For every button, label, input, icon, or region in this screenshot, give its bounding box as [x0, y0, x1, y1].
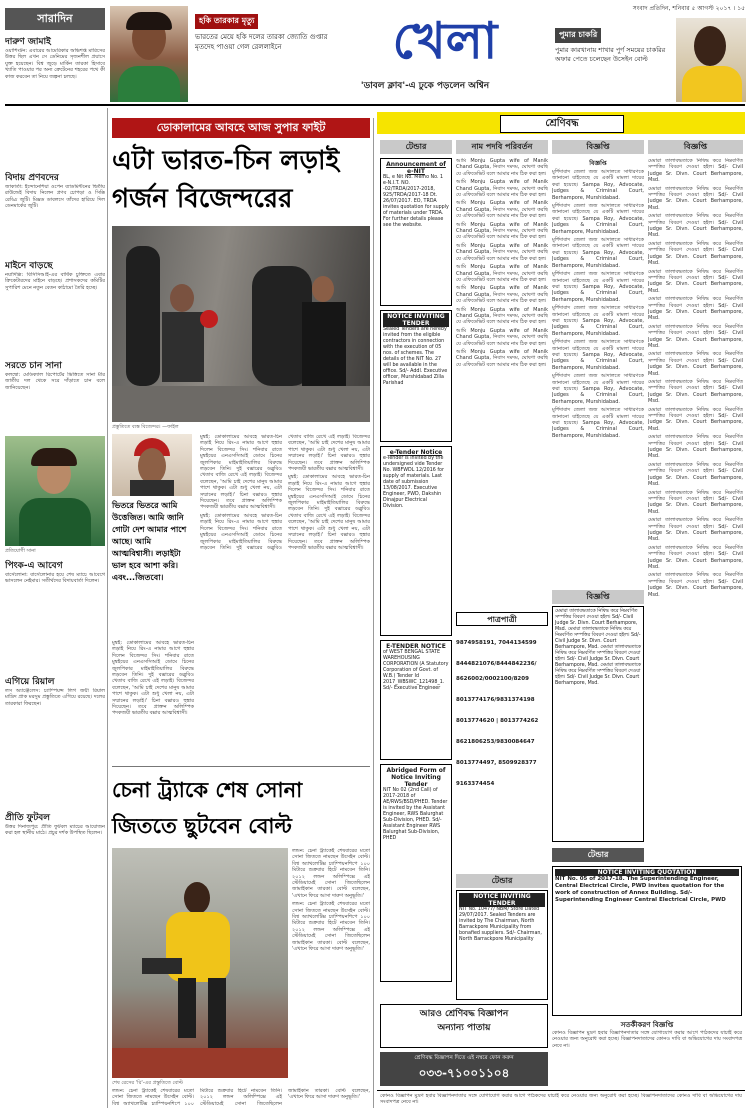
classifieds-promo[interactable] [380, 1004, 548, 1048]
ad-body: মেমারা তালাবদ্ধতাকে নিষিদ্ধ করে নিম্নবর্ণিত সম্পত্তির বিবরণ দেওয়া হইল। Sd/- Civil Judge Sr. Divn. Court Berhampore, Msd. মেমারা তালাবদ্ধতাকে নিষিদ্ধ করে নিম্নবর্ণিত সম্পত্তির বিবরণ দেওয়া হইল। Sd/- Civil Judge Sr. Divn. Court Berhampore, Msd. মেমারা তালাবদ্ধতাকে নিষিদ্ধ করে নিম্নবর্ণিত সম্পত্তির বিবরণ দেওয়া হইল। Sd/- Civil Judge Sr. Divn. Court Berhampore, Msd. মেমারা তালাবদ্ধতাকে নিষিদ্ধ করে নিম্নবর্ণিত সম্পত্তির বিবরণ দেওয়া হইল। Sd/- Civil Judge Sr. Divn. Court Berhampore, Msd. [555, 609, 642, 686]
ad-etender[interactable] [380, 446, 452, 636]
sana-photo [5, 436, 105, 546]
sidebar-item-text: উত্তর দিনাজপুর: প্রীতি ফুটবল ম্যাচের আয়োজন করা হল স্থানীয় মাঠে। প্রচুর দর্শক উপস্থিত ছিলেন। [5, 824, 105, 837]
story-kicker: ডোকালামের আবহে আজ সুপার ফাইট [112, 118, 370, 138]
ad-body: NIT No 02 (2nd Call) of 2017-2018 of AE/RWS/BSD/PHED. Tender is invited by the Assistant Engineer, RWS Balurghat Sub-Division, PHED. Sd/- Assistant Engineer RWS Balurghat Sub-Division, PHED [383, 788, 448, 841]
main-divider [373, 118, 374, 1108]
sub-head-tender-3: টেন্ডার [552, 848, 644, 862]
ad-body: NIT No. 05 of 2017-18. The Superintending Engineer, Central Electrical Circle, PWD invites quotation for the work of construction of Annex Building. Sd/- Superintending Engineer Central Electrical Circle, PWD [555, 876, 726, 903]
warning-title: সতর্কীকরণ বিজ্ঞপ্তি [620, 1021, 674, 1029]
teaser-right[interactable] [555, 22, 673, 64]
sidebar-item-title: বিদায় প্রণবদের [5, 173, 59, 183]
ad-body: মুর্শিদাবাদ জেলা জজ আদালতে সাধারণকে জানানো যাইতেছে যে একটি মামলা দায়ের করা হয়েছে। Sampa Roy, Advocate, Judges & Criminal Court, Berhampore, Murshidabad. মুর্শিদাবাদ জেলা জজ আদালতে সাধারণকে জানানো যাইতেছে যে একটি মামলা দায়ের করা হয়েছে। Sampa Roy, Advocate, Judges & Criminal Court, Berhampore, Murshidabad. মুর্শিদাবাদ জেলা জজ আদালতে সাধারণকে জানানো যাইতেছে যে একটি মামলা দায়ের করা হয়েছে। Sampa Roy, Advocate, Judges & Criminal Court, Berhampore, Murshidabad. মুর্শিদাবাদ জেলা জজ আদালতে সাধারণকে জানানো যাইতেছে যে একটি মামলা দায়ের করা হয়েছে। Sampa Roy, Advocate, Judges & Criminal Court, Berhampore, Murshidabad. মুর্শিদাবাদ জেলা জজ আদালতে সাধারণকে জানানো যাইতেছে যে একটি মামলা দায়ের করা হয়েছে। Sampa Roy, Advocate, Judges & Criminal Court, Berhampore, Murshidabad. মুর্শিদাবাদ জেলা জজ আদালতে সাধারণকে জানানো যাইতেছে যে একটি মামলা দায়ের করা হয়েছে। Sampa Roy, Advocate, Judges & Criminal Court, Berhampore, Murshidabad. মুর্শিদাবাদ জেলা জজ আদালতে সাধারণকে জানানো যাইতেছে যে একটি মামলা দায়ের করা হয়েছে। Sampa Roy, Advocate, Judges & Criminal Court, Berhampore, Murshidabad. মুর্শিদাবাদ জেলা জজ আদালতে সাধারণকে জানানো যাইতেছে যে একটি মামলা দায়ের করা হয়েছে। Sampa Roy, Advocate, Judges & Criminal Court, Berhampore, Murshidabad. [552, 169, 644, 439]
contact-label: শ্রেণিবদ্ধ বিজ্ঞাপন দিতে এই নম্বরে ফোন করুন [414, 1055, 514, 1061]
sidebar-item-text: লস অ্যাঞ্জেলেস: চ্যাম্পিয়ন্স লিগ জয়ী রিয়াল মাদ্রিদ প্রাক মরসুম প্রস্তুতিতে এগিয়ে রয়েছে। দলের তারকারা ফিরছেন। [5, 688, 105, 707]
story-body-left: মুম্বই: ডোকালামের আবহে ভারত-চিন লড়াই নিয়ে রিং-এ নামার আগে হুঙ্কার দিলেন বিজেন্দর সিং। শনিবার রাতে মুম্বইয়ের এনএসসিআই ডোমে চিনের জুলপিকার মাইমাইতিয়ালির বিরুদ্ধে লড়বেন তিনি। দুই বক্সারের ডব্লুবিও খেতাব বাজি রেখে এই লড়াই। বিজেন্দর বলেছেন, 'আমি চাই দেশের মানুষ আমার পাশে থাকুক। এটা শুধু খেলা নয়, এটা সম্মানের লড়াই।' চিনা বক্সারও হুঙ্কার দিয়েছেন। তবে প্রাক্তন অলিম্পিক পদকজয়ী ভারতীয় বক্সার আত্মবিশ্বাসী। [112, 640, 194, 717]
pullquote: ভিতরে ভিতরে আমি উত্তেজিত। আমি জানি গোটা দেশ আমার পাশে আছে। আমি আত্মবিশ্বাসী। লড়াইটা ভাল হবে আশা করি। এবং...জিতবো। [112, 501, 187, 582]
sidebar-item-title: দারুণ জামাই [5, 37, 51, 47]
bolt-headline [112, 772, 370, 844]
ad-title: বিজ্ঞপ্তি [589, 160, 607, 167]
headline-line-1: এটা ভারত-চিন লড়াই [112, 146, 340, 176]
matrimony-phone: 8013774620 | 8013774262 [456, 718, 539, 724]
bottom-warning-line: কোনও বিজ্ঞাপন মুদ্রণ হবার বিজ্ঞাপনদাতার সঙ্গে যোগাযোগ করার আগে পাঠকদের যাচাই করে নেওয়ার জন্য অনুরোধ করা হচ্ছে। বিজ্ঞাপনদাতাদের কোনও দাবি বা অভিযোগের দায় সংবাদপত্র নেবে না। [380, 1093, 742, 1106]
headline-line-2: গর্জন বিজেন্দরের [112, 184, 293, 214]
sidebar-item [5, 812, 105, 974]
ad-title: Abridged Form of Notice Inviting Tender [386, 767, 446, 788]
matrimony-phone: 8626002/0002100/8209 [456, 676, 529, 682]
col-head-notice-1: বিজ্ঞপ্তি [552, 140, 644, 154]
ad-body: of WEST BENGAL STATE WAREHOUSING CORPORATION (A Statutory Corporation of Govt. of W.B.) Tender Id 2017_WBSWC_121498_1. Sd/- Executive Engineer [383, 650, 449, 691]
ad-body: Sealed Tenders are hereby invited from the eligible contractors in connection with the execution of 05 nos. of schemes. The details of the NIT No. 27 will be available in the office. Sd/- Addl. Executive officer, Murshidabad Zilla Parishad [383, 327, 448, 386]
ad-title: NOTICE INVITING QUOTATION [555, 869, 739, 876]
col-head-name-change: নাম পদবি পরিবর্তন [456, 140, 548, 154]
classifieds-contact[interactable] [380, 1052, 548, 1086]
ad-nit-murshidabad[interactable] [380, 310, 452, 442]
ad-title: NOTICE INVITING TENDER [459, 893, 545, 907]
classifieds-header: শ্রেণিবদ্ধ [500, 115, 624, 133]
ad-body: মেমারা তালাবদ্ধতাকে নিষিদ্ধ করে নিম্নবর্ণিত সম্পত্তির বিবরণ দেওয়া হইল। Sd/- Civil Judge Sr. Divn. Court Berhampore, Msd. মেমারা তালাবদ্ধতাকে নিষিদ্ধ করে নিম্নবর্ণিত সম্পত্তির বিবরণ দেওয়া হইল। Sd/- Civil Judge Sr. Divn. Court Berhampore, Msd. মেমারা তালাবদ্ধতাকে নিষিদ্ধ করে নিম্নবর্ণিত সম্পত্তির বিবরণ দেওয়া হইল। Sd/- Civil Judge Sr. Divn. Court Berhampore, Msd. মেমারা তালাবদ্ধতাকে নিষিদ্ধ করে নিম্নবর্ণিত সম্পত্তির বিবরণ দেওয়া হইল। Sd/- Civil Judge Sr. Divn. Court Berhampore, Msd. মেমারা তালাবদ্ধতাকে নিষিদ্ধ করে নিম্নবর্ণিত সম্পত্তির বিবরণ দেওয়া হইল। Sd/- Civil Judge Sr. Divn. Court Berhampore, Msd. মেমারা তালাবদ্ধতাকে নিষিদ্ধ করে নিম্নবর্ণিত সম্পত্তির বিবরণ দেওয়া হইল। Sd/- Civil Judge Sr. Divn. Court Berhampore, Msd. মেমারা তালাবদ্ধতাকে নিষিদ্ধ করে নিম্নবর্ণিত সম্পত্তির বিবরণ দেওয়া হইল। Sd/- Civil Judge Sr. Divn. Court Berhampore, Msd. মেমারা তালাবদ্ধতাকে নিষিদ্ধ করে নিম্নবর্ণিত সম্পত্তির বিবরণ দেওয়া হইল। Sd/- Civil Judge Sr. Divn. Court Berhampore, Msd. মেমারা তালাবদ্ধতাকে নিষিদ্ধ করে নিম্নবর্ণিত সম্পত্তির বিবরণ দেওয়া হইল। Sd/- Civil Judge Sr. Divn. Court Berhampore, Msd. মেমারা তালাবদ্ধতাকে নিষিদ্ধ করে নিম্নবর্ণিত সম্পত্তির বিবরণ দেওয়া হইল। Sd/- Civil Judge Sr. Divn. Court Berhampore, Msd. মেমারা তালাবদ্ধতাকে নিষিদ্ধ করে নিম্নবর্ণিত সম্পত্তির বিবরণ দেওয়া হইল। Sd/- Civil Judge Sr. Divn. Court Berhampore, Msd. মেমারা তালাবদ্ধতাকে নিষিদ্ধ করে নিম্নবর্ণিত সম্পত্তির বিবরণ দেওয়া হইল। Sd/- Civil Judge Sr. Divn. Court Berhampore, Msd. মেমারা তালাবদ্ধতাকে নিষিদ্ধ করে নিম্নবর্ণিত সম্পত্তির বিবরণ দেওয়া হইল। Sd/- Civil Judge Sr. Divn. Court Berhampore, Msd. মেমারা তালাবদ্ধতাকে নিষিদ্ধ করে নিম্নবর্ণিত সম্পত্তির বিবরণ দেওয়া হইল। Sd/- Civil Judge Sr. Divn. Court Berhampore, Msd. মেমারা তালাবদ্ধতাকে নিষিদ্ধ করে নিম্নবর্ণিত সম্পত্তির বিবরণ দেওয়া হইল। Sd/- Civil Judge Sr. Divn. Court Berhampore, Msd. মেমারা তালাবদ্ধতাকে নিষিদ্ধ করে নিম্নবর্ণিত সম্পত্তির বিবরণ দেওয়া হইল। Sd/- Civil Judge Sr. Divn. Court Berhampore, Msd. [648, 158, 743, 598]
ad-notice-box[interactable] [552, 606, 644, 842]
matrimony-list [456, 630, 548, 870]
matrimony-phone: 8621806253/9830084647 [456, 739, 535, 745]
vijender-photo [112, 434, 192, 496]
sidebar-item [5, 172, 105, 256]
matrimony-phone: 8444821076/8444842236/ [456, 661, 537, 667]
matrimony-phone: 8013774497, 8509928377 [456, 760, 537, 766]
sub-head-matrimony: পাত্রপাত্রী [456, 612, 548, 626]
bolt-photo-top [676, 18, 746, 102]
promo-sub: অন্যান্য পাতায় [437, 1023, 491, 1033]
boxing-photo-caption: প্রস্তুতিতে ব্যস্ত বিজেন্দর। —ফাইল [112, 424, 179, 430]
masthead-rule [5, 104, 745, 106]
sana-photo-caption: প্রতিযোগী সানা [5, 548, 36, 554]
warning-notice [552, 1020, 742, 1086]
sidebar-item-text: জাকার্তা: ইন্দোনেশিয়া ওপেন ব্যাডমিন্টনের দ্বিতীয় রাউন্ডেই বিদায় নিলেন প্রণব চোপড়া ও সিক্কি রেড্ডি জুটি। মিক্সড ডাবলসে তাঁদের হারিয়ে দিল ডেনমার্কের জুটি। [5, 184, 105, 210]
teaser-right-title: পুমার চাকরি [555, 28, 601, 43]
ad-title: Announcement of e-NIT [386, 161, 446, 175]
notice-column-1 [552, 158, 644, 586]
ad-title: e-Tender Notice [389, 449, 443, 456]
sidebar-item [5, 36, 105, 168]
sidebar-divider [107, 108, 108, 1108]
ad-wbswc[interactable] [380, 640, 452, 760]
ad-enit[interactable] [380, 158, 452, 306]
sidebar-item-text: বার্সেলোনা: বার্সেলোনার হয়ে শেষ ম্যাচে আবেগে ভাসলেন নেইমার। সতীর্থদের বিদায়বার্তা দিলেন। [5, 572, 105, 585]
bolt-body: লন্ডন: চেনা ট্র্যাকেই শেষবারের মতো সোনা জিততে নামছেন উসেইন বোল্ট। বিশ্ব অ্যাথলেটিক্স চ্যাম্পিয়নশিপে ১০০ মিটারে শুক্রবার হিটে নামবেন তিনি। ২০১২ লন্ডন অলিম্পিক্সে এই স্টেডিয়ামেই সোনা জিতেছিলেন জামাইকান তারকা। বোল্ট বলেছেন, 'এখানে ফিরে আসা দারুণ অনুভূতি।' লন্ডন: চেনা ট্র্যাকেই শেষবারের মতো সোনা জিততে নামছেন উসেইন বোল্ট। বিশ্ব অ্যাথলেটিক্স চ্যাম্পিয়নশিপে ১০০ মিটারে শুক্রবার হিটে নামবেন তিনি। ২০১২ লন্ডন অলিম্পিক্সে এই স্টেডিয়ামেই সোনা জিতেছিলেন জামাইকান তারকা। বোল্ট বলেছেন, 'এখানে ফিরে আসা দারুণ অনুভূতি।' [292, 848, 370, 953]
matrimony-phone: 9163374454 [456, 781, 495, 787]
sidebar-item-text: কলম্বো: মেডিক্যাল রিপোর্টের ভিত্তিতে সানা মীর জাতীয় দল থেকে সরে দাঁড়াতে চান বলে জানিয়েছেন। [5, 372, 105, 391]
ad-body: NIT No. 10477/ NBM/ Store Dated 29/07/2017. Sealed Tenders are invited by The Chairman, North Barrackpore Municipality from bonafied suppliers. Sd/- Chairman, North Barrackpore Municipality [459, 907, 542, 942]
ad-title: E-TENDER NOTICE [386, 643, 446, 650]
ad-north-barrackpore[interactable] [456, 890, 548, 1000]
sidebar-item-title: এগিয়ে রিয়াল [5, 677, 55, 687]
boxing-photo [112, 226, 370, 422]
athlete-photo-left [110, 6, 188, 102]
bolt-photo [112, 848, 288, 1078]
col-head-notice-2: বিজ্ঞপ্তি [648, 140, 743, 154]
notice-column-2 [648, 158, 743, 858]
left-section-label: সারাদিন [5, 8, 105, 30]
ad-nit-quotation[interactable] [552, 866, 742, 1016]
teaser-left[interactable] [195, 8, 335, 52]
ad-abridged-nit[interactable] [380, 764, 452, 982]
ad-body: আমি Monju Gupta wife of Manik Chand Gupta, নিবাস দমদম, ঘোষণা করছি যে এফিডেভিট বলে আমার নাম ঠিক করা হল। আমি Monju Gupta wife of Manik Chand Gupta, নিবাস দমদম, ঘোষণা করছি যে এফিডেভিট বলে আমার নাম ঠিক করা হল। আমি Monju Gupta wife of Manik Chand Gupta, নিবাস দমদম, ঘোষণা করছি যে এফিডেভিট বলে আমার নাম ঠিক করা হল। আমি Monju Gupta wife of Manik Chand Gupta, নিবাস দমদম, ঘোষণা করছি যে এফিডেভিট বলে আমার নাম ঠিক করা হল। আমি Monju Gupta wife of Manik Chand Gupta, নিবাস দমদম, ঘোষণা করছি যে এফিডেভিট বলে আমার নাম ঠিক করা হল। আমি Monju Gupta wife of Manik Chand Gupta, নিবাস দমদম, ঘোষণা করছি যে এফিডেভিট বলে আমার নাম ঠিক করা হল। আমি Monju Gupta wife of Manik Chand Gupta, নিবাস দমদম, ঘোষণা করছি যে এফিডেভিট বলে আমার নাম ঠিক করা হল। আমি Monju Gupta wife of Manik Chand Gupta, নিবাস দমদম, ঘোষণা করছি যে এফিডেভিট বলে আমার নাম ঠিক করা হল। আমি Monju Gupta wife of Manik Chand Gupta, নিবাস দমদম, ঘোষণা করছি যে এফিডেভিট বলে আমার নাম ঠিক করা হল। আমি Monju Gupta wife of Manik Chand Gupta, নিবাস দমদম, ঘোষণা করছি যে এফিডেভিট বলে আমার নাম ঠিক করা হল। [456, 158, 548, 368]
contact-number: ০৩৩-৭১০০১১০৪ [418, 1066, 510, 1080]
sidebar-item-title: প্রীতি ফুটবল [5, 813, 50, 823]
sub-head-notice: বিজ্ঞপ্তি [552, 590, 644, 604]
sidebar [5, 36, 105, 1106]
ad-body: BL, e Nit No. Memo No. 1 e-N.I.T. NO. -02/TRDA/2017-2018, 925/TRDA/2017-18 Dt. 26/07/2017. EO, TRDA invites quotation for supply of materials under TRDA. For further details please see the website. [383, 175, 449, 228]
promo-title: আরও শ্রেণিবদ্ধ বিজ্ঞাপন [419, 1009, 509, 1019]
matrimony-phone: 9874958191, 7044134599 [456, 640, 537, 646]
sub-head-tender-2: টেন্ডার [456, 874, 548, 888]
story-separator [112, 766, 370, 767]
sidebar-item-title: মাইনে বাড়ছে [5, 261, 53, 271]
tagline: 'ডাবল ক্লাব'-এ ঢুকে পড়লেন অশ্বিন [360, 81, 490, 91]
sidebar-item-text: ওয়াশিংটন: এবারের আমেরিকার অভিশপ্ত মারিসের উত্তর ছিল এখন সে ডেনিমের সৃজনশীল প্রয়াসে যুক্ত হয়েছেন। বিশ্ব জুড়ে মার্কিন তারকা হিসাবে খ্যাতি পাওয়ার পর অন্য ক্রেটেনের শহরের পথে কী কাজ করবেন তা নিয়ে জল্পনা চলছে। [5, 48, 105, 80]
section-title: খেলা [392, 11, 498, 70]
name-change-column [456, 158, 548, 608]
matrimony-phone: 8013774176/9831374198 [456, 697, 535, 703]
teaser-right-text: পুমার কারখানায় শাখার পুর্ণ সময়ের চাকরির অফার পেতে চলেছেন উসেইন বোল্ট [555, 46, 666, 63]
sidebar-item [5, 360, 105, 432]
ad-title: NOTICE INVITING TENDER [383, 313, 449, 327]
bolt-photo-caption: শেষ রেসের 'রি'-এর প্রস্তুতিতে বোল্ট [112, 1080, 183, 1086]
sidebar-item-text: নয়াদিল্লি: বিসিসিআই-এর বার্ষিক চুক্তিতে এবার ক্রিকেটারদের মাইনে বাড়ছে। প্রশাসকদের কমিটির সুপারিশ মেনে নতুন বেতন কাঠামো তৈরি হচ্ছে। [5, 272, 105, 291]
story-headline [112, 142, 370, 218]
bolt-body-bottom: লন্ডন: চেনা ট্র্যাকেই শেষবারের মতো সোনা জিততে নামছেন উসেইন বোল্ট। বিশ্ব অ্যাথলেটিক্স চ্যাম্পিয়নশিপে ১০০ মিটারে শুক্রবার হিটে নামবেন তিনি। ২০১২ লন্ডন অলিম্পিক্সে এই স্টেডিয়ামেই সোনা জিতেছিলেন জামাইকান তারকা। বোল্ট বলেছেন, 'এখানে ফিরে আসা দারুণ অনুভূতি।' [112, 1088, 370, 1107]
ad-body: e-Tender is invited by the undersigned vide Tender No. WBFWDL 12/2016 for supply of materials. Last date of submission 13/08/2017. Executive Engineer, PWD, Dakshin Dinajpur Electrical Division. [383, 456, 444, 509]
sidebar-item [5, 676, 105, 808]
bolt-headline-line-1: চেনা ট্র্যাকে শেষ সোনা [112, 778, 303, 802]
sidebar-item [5, 560, 105, 672]
date-line: সংবাদ প্রতিদিন, শনিবার ৫ আগস্ট ২০১৭ । ১৫ [632, 5, 745, 12]
teaser-left-text: ভারতের মেয়ে হকি দলের তারকা জ্যোতি গুপ্তার মৃতদেহ পাওয়া গেল রেললাইনে [195, 33, 328, 51]
teaser-left-title: হকি তারকার মৃত্যু [195, 14, 258, 29]
warning-text: কোনও বিজ্ঞাপন মুদ্রণ হবার বিজ্ঞাপনদাতার সঙ্গে যোগাযোগ করার আগে পাঠকদের যাচাই করে নেওয়ার জন্য অনুরোধ করা হচ্ছে। বিজ্ঞাপনদাতাদের কোনও দাবি বা অভিযোগের দায় সংবাদপত্র নেবে না। [552, 1030, 742, 1049]
sidebar-item [5, 260, 105, 356]
story-body: মুম্বই: ডোকালামের আবহে ভারত-চিন লড়াই নিয়ে রিং-এ নামার আগে হুঙ্কার দিলেন বিজেন্দর সিং। শনিবার রাতে মুম্বইয়ের এনএসসিআই ডোমে চিনের জুলপিকার মাইমাইতিয়ালির বিরুদ্ধে লড়বেন তিনি। দুই বক্সারের ডব্লুবিও খেতাব বাজি রেখে এই লড়াই। বিজেন্দর বলেছেন, 'আমি চাই দেশের মানুষ আমার পাশে থাকুক। এটা শুধু খেলা নয়, এটা সম্মানের লড়াই।' চিনা বক্সারও হুঙ্কার দিয়েছেন। তবে প্রাক্তন অলিম্পিক পদকজয়ী ভারতীয় বক্সার আত্মবিশ্বাসী। মুম্বই: ডোকালামের আবহে ভারত-চিন লড়াই নিয়ে রিং-এ নামার আগে হুঙ্কার দিলেন বিজেন্দর সিং। শনিবার রাতে মুম্বইয়ের এনএসসিআই ডোমে চিনের জুলপিকার মাইমাইতিয়ালির বিরুদ্ধে লড়বেন তিনি। দুই বক্সারের ডব্লুবিও খেতাব বাজি রেখে এই লড়াই। বিজেন্দর বলেছেন, 'আমি চাই দেশের মানুষ আমার পাশে থাকুক। এটা শুধু খেলা নয়, এটা সম্মানের লড়াই।' চিনা বক্সারও হুঙ্কার দিয়েছেন। তবে প্রাক্তন অলিম্পিক পদকজয়ী ভারতীয় বক্সার আত্মবিশ্বাসী। মুম্বই: ডোকালামের আবহে ভারত-চিন লড়াই নিয়ে রিং-এ নামার আগে হুঙ্কার দিলেন বিজেন্দর সিং। শনিবার রাতে মুম্বইয়ের এনএসসিআই ডোমে চিনের জুলপিকার মাইমাইতিয়ালির বিরুদ্ধে লড়বেন তিনি। দুই বক্সারের ডব্লুবিও খেতাব বাজি রেখে এই লড়াই। বিজেন্দর বলেছেন, 'আমি চাই দেশের মানুষ আমার পাশে থাকুক। এটা শুধু খেলা নয়, এটা সম্মানের লড়াই।' চিনা বক্সারও হুঙ্কার দিয়েছেন। তবে প্রাক্তন অলিম্পিক পদকজয়ী ভারতীয় বক্সার আত্মবিশ্বাসী। [200, 434, 370, 551]
bottom-rule [377, 1090, 745, 1091]
bolt-headline-line-2: জিততে ছুটবেন বোল্ট [112, 814, 292, 838]
col-head-tender: টেন্ডার [380, 140, 452, 154]
sidebar-item-title: পিংক-এ আবেগ [5, 561, 63, 571]
sidebar-item-title: সরতে চান সানা [5, 361, 62, 371]
